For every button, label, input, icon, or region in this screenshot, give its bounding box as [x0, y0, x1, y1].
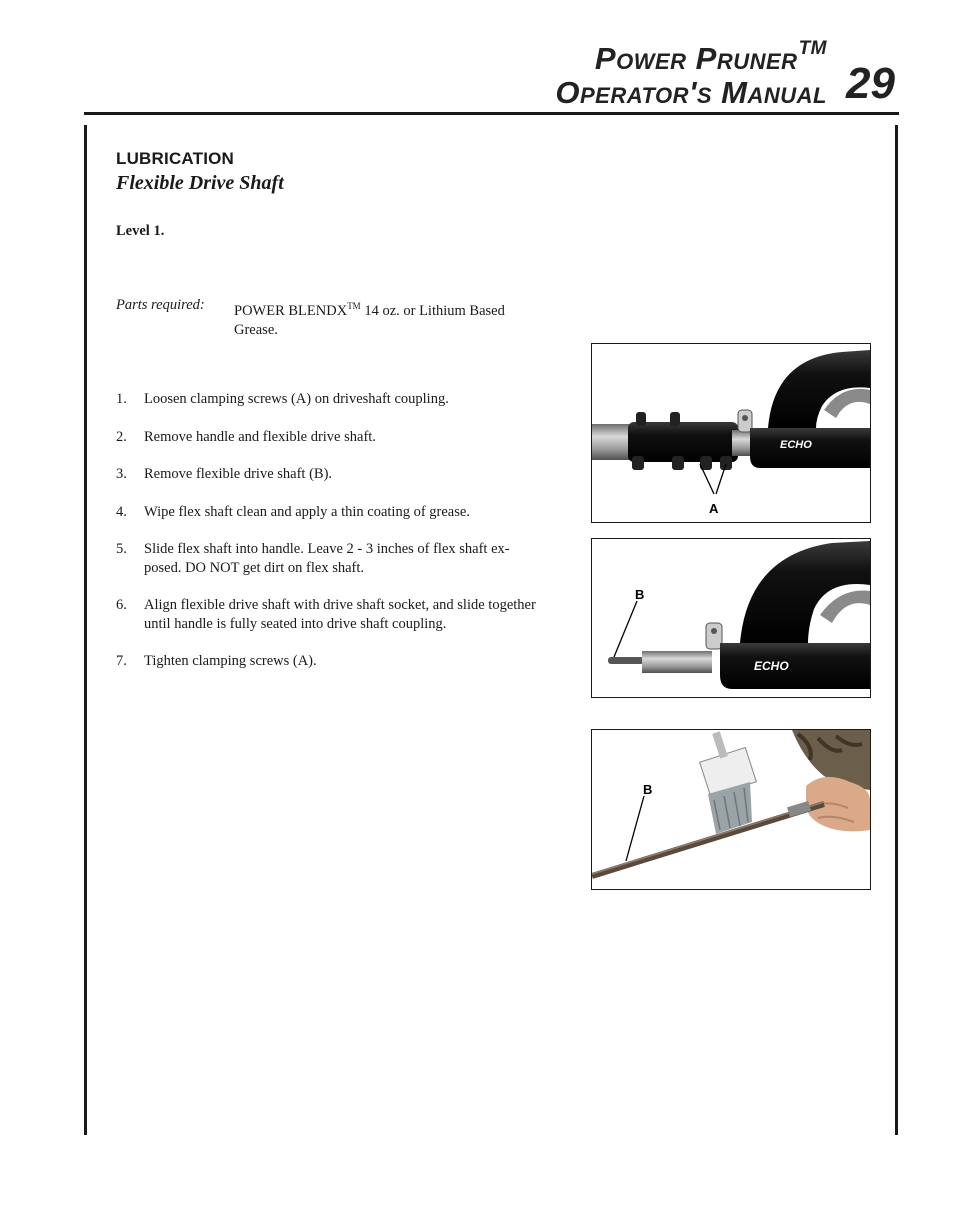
figure-flexible-shaft-handle	[591, 538, 871, 698]
figure-greasing-shaft	[591, 729, 871, 890]
left-margin-rule	[84, 125, 87, 1135]
handle-shaft-illustration	[592, 539, 870, 697]
echo-brand-logo: ECHO	[754, 659, 789, 673]
trademark-mark: TM	[798, 38, 827, 59]
parts-required-text: POWER BLENDX™ 14 oz. or Lithium Based Grease.	[234, 301, 505, 338]
header-rule	[84, 112, 899, 115]
page-number: 29	[846, 59, 895, 108]
header-title-line2: Operator's Manual	[555, 75, 827, 110]
echo-brand-logo: ECHO	[780, 439, 812, 451]
header-title-line1: Power Pruner™	[594, 38, 827, 76]
callout-b: B	[635, 587, 645, 602]
handle-coupling-illustration	[592, 344, 870, 522]
trademark-mark: TM	[347, 301, 361, 311]
callout-a: A	[709, 501, 719, 516]
parts-required-label: Parts required:	[116, 297, 205, 313]
greasing-illustration	[592, 730, 870, 889]
callout-b: B	[643, 782, 653, 797]
section-subheading: Flexible Drive Shaft	[116, 172, 284, 194]
section-heading: LUBRICATION	[116, 149, 235, 168]
right-margin-rule	[895, 125, 898, 1135]
level-label: Level 1.	[116, 223, 165, 239]
figure-clamping-screws	[591, 343, 871, 523]
